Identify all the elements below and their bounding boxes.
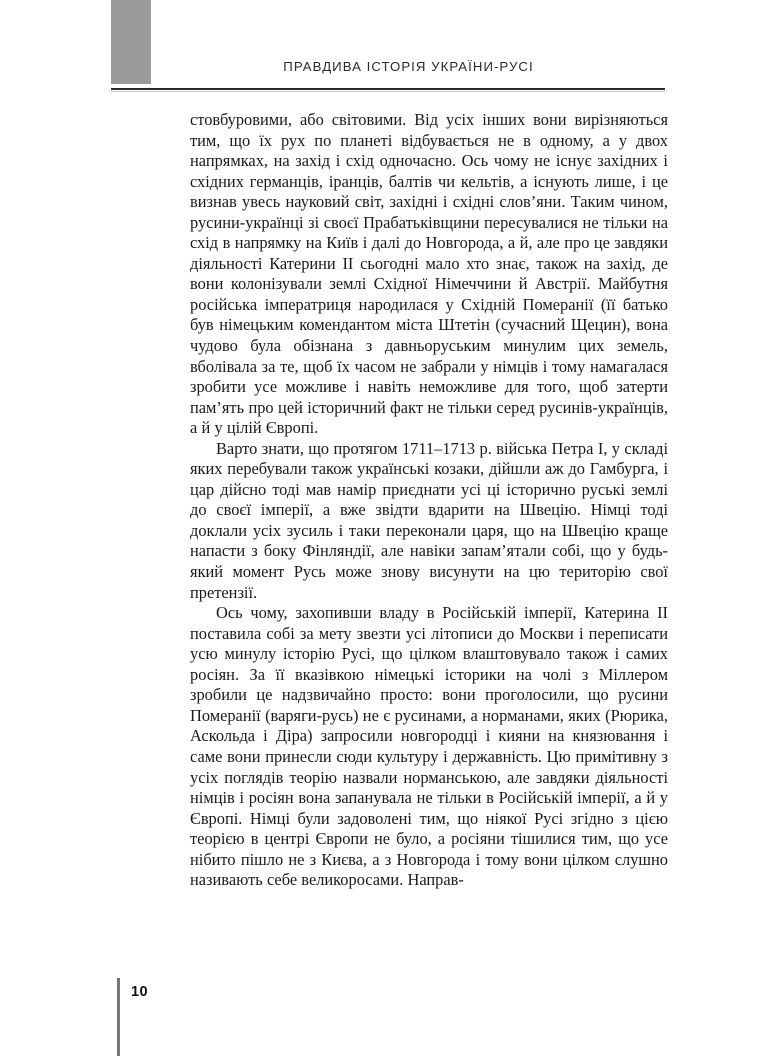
header-decorative-block bbox=[111, 0, 151, 84]
running-head: ПРАВДИВА ІСТОРІЯ УКРАЇНИ-РУСІ bbox=[283, 59, 534, 74]
paragraph-3: Ось чому, захопивши владу в Російській імперії, Катерина II поставила собі за мету звезти усі літописи до Москви і переписати усю минулу історію Русі, що цілком влаштовувало також і самих росіян. За її вказівкою німецькі історики на чолі з Міллером зробили це надзвичайно просто: вони проголосили, що русини Померанії (варяги-русь) не є русинами, а норманами, яких (Рюрика, Аскольда і Діра) запросили новгородці і кияни на князювання і саме вони принесли сюди культуру і державність. Цю примітивну з усіх поглядів теорію назвали норманською, але завдяки діяльності німців і росіян вона запанувала не тільки в Російській імперії, а й у Європі. Німці були задоволені тим, що ніякої Русі згідно з цією теорією в центрі Європи не було, а росіяни тішилися тим, що усе нібито пішло не з Києва, а з Новгорода і тому вони цілком слушно називають себе великоросами. Направ- bbox=[190, 603, 668, 890]
header-divider-rule bbox=[111, 88, 665, 90]
folio-vertical-rule bbox=[117, 978, 120, 1056]
paragraph-1: стовбуровими, або світовими. Від усіх інших вони вирізняються тим, що їх рух по планеті відбувається не в одному, а у двох напрямках, на захід і схід одночасно. Ось чому не існує західних і східних германців, іранців, балтів чи кельтів, а існують лише, і це визнав увесь науковий світ, західні і східні слов’яни. Таким чином, русини-українці зі своєї Прабатьківщини пересувалися не тільки на схід в напрямку на Київ і далі до Новгорода, а й, але про це завдяки діяльності Катерини II сьогодні мало хто знає, також на захід, де вони колонізували землі Східної Німеччини й Австрії. Майбутня російська імператриця народилася у Східній Померанії (її батько був німецьким комендантом міста Штетін (сучасний Щецин), вона чудово була обізнана з давньоруським минулим цих земель, вболівала за те, щоб їх часом не забрали у німців і тому намагалася зробити усе можливе і навіть неможливе для того, щоб затерти пам’ять про цей історичний факт не тільки серед русинів-українців, а й у цілій Європі. bbox=[190, 110, 668, 438]
header-divider-rule-shadow bbox=[111, 91, 665, 92]
page-number: 10 bbox=[131, 984, 148, 1000]
paragraph-2: Варто знати, що протягом 1711–1713 р. війська Петра I, у складі яких перебували також українські козаки, дійшли аж до Гамбурга, і цар дійсно тоді мав намір приєднати усі ці історично руські землі до своєї імперії, а вже звідти вдарити на Швецію. Німці тоді доклали усіх зусиль і таки переконали царя, що на Швецію краще напасти з боку Фінляндії, але навіки запам’ятали собі, що у будь-який момент Русь може знову висунути на цю територію свої претензії. bbox=[190, 438, 668, 602]
body-text-column bbox=[190, 110, 668, 891]
